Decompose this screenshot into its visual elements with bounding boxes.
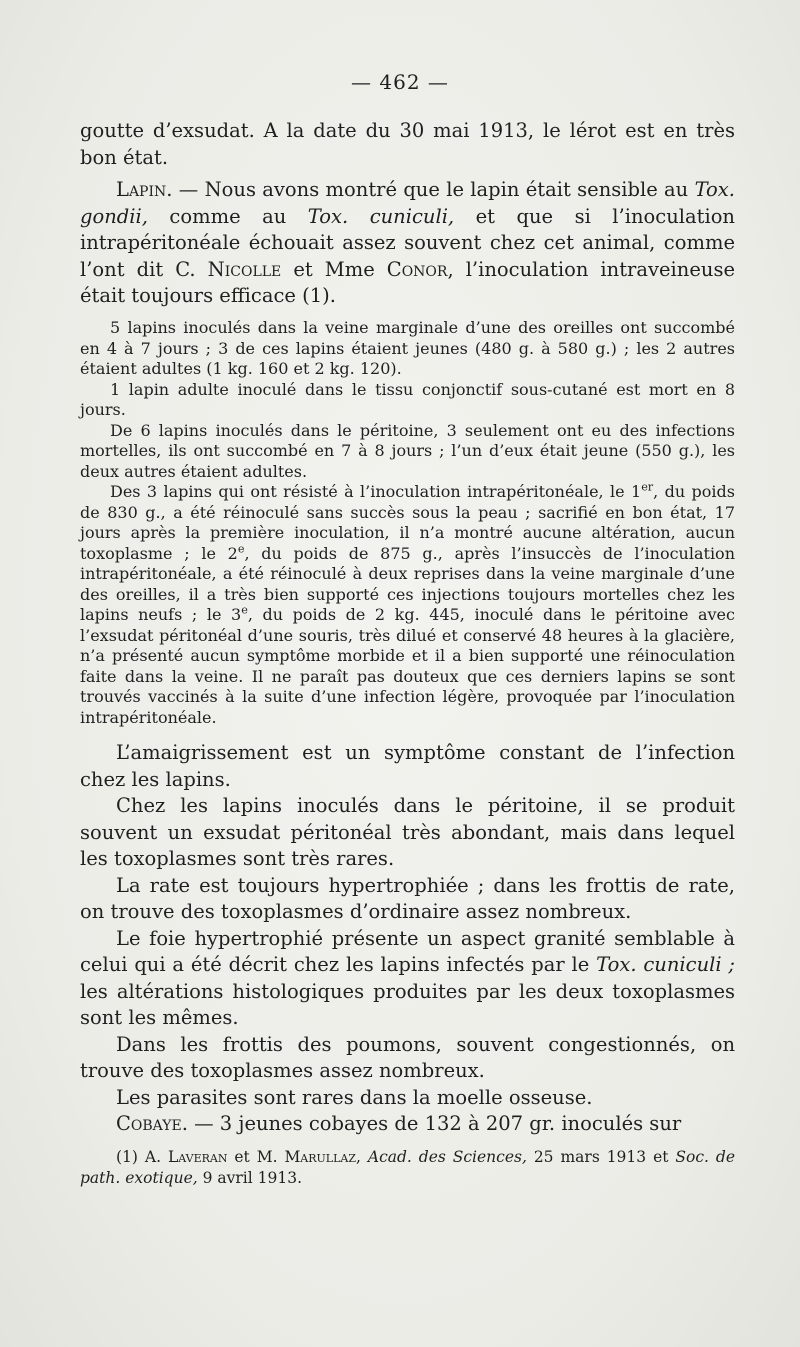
species-name: Tox. gondii,	[80, 178, 735, 228]
paragraph: Chez les lapins inoculés dans le péritoine, il se produit souvent un exsudat péritonéal très abondant, mais dans lequel les toxoplasmes sont très rares.	[80, 794, 735, 870]
author-name: Laveran	[167, 1148, 228, 1166]
text-block-bottom	[80, 740, 735, 1138]
paragraph-continuation	[80, 118, 735, 171]
paragraph-cobaye: Cobaye. — 3 jeunes cobayes de 132 à 207 gr. inoculés sur	[116, 1112, 682, 1135]
paragraph: La rate est toujours hypertrophiée ; dans les frottis de rate, on trouve des toxoplasmes d’ordinaire assez nombreux.	[80, 873, 735, 923]
paragraph-text: goutte d’exsudat. A la date du 30 mai 1913, le lérot est en très bon état.	[80, 119, 735, 169]
small-paragraph: De 6 lapins inoculés dans le péritoine, 3 seulement ont eu des infections mortelles, ils ont succombé en 7 à 8 jours ; l’un d’eux était jeune (550 g.), les deux autres étaient adultes.	[80, 420, 735, 481]
footnote: (1) A. Laveran et M. Marullaz, Acad. des Sciences, 25 mars 1913 et Soc. de path. exotique, 9 avril 1913.	[80, 1148, 735, 1187]
paragraph: Le foie hypertrophié présente un aspect granité semblable à celui qui a été décrit chez les lapins infectés par le Tox. cuniculi ; les altérations histologiques produites par les deux toxoplasmes sont les mêmes.	[80, 926, 736, 1029]
author-name: Nicolle	[207, 257, 282, 281]
section-heading-lapin: Lapin.	[116, 178, 173, 201]
small-paragraph: 1 lapin adulte inoculé dans le tissu conjonctif sous-cutané est mort en 8 jours.	[80, 379, 735, 419]
text-block-top	[80, 118, 735, 310]
paragraph-lapin: Lapin. — Nous avons montré que le lapin était sensible au Tox. gondii, comme au Tox. cuniculi, et que si l’inoculation intrapéritonéale échouait assez souvent chez cet animal, comme l’ont dit C. Nicolle et Mme Conor, l’inoculation intraveineuse était toujours efficace (1).	[80, 178, 735, 307]
section-heading-cobaye: Cobaye.	[116, 1112, 188, 1135]
paragraph: Dans les frottis des poumons, souvent congestionnés, on trouve des toxoplasmes assez nombreux.	[80, 1032, 735, 1082]
journal-reference: Soc. de path. exotique,	[80, 1148, 735, 1187]
small-print-block	[80, 318, 735, 728]
page-number: — 462 —	[351, 70, 449, 94]
author-name: Conor	[386, 257, 448, 281]
species-name: Tox. cuniculi,	[307, 204, 455, 228]
species-name: Tox. cuniculi ;	[596, 953, 736, 976]
journal-reference: Acad. des Sciences,	[367, 1148, 527, 1166]
author-name: Marullaz	[284, 1148, 357, 1166]
small-paragraph: 5 lapins inoculés dans la veine marginale d’une des oreilles ont succombé en 4 à 7 jours ; 3 de ces lapins étaient jeunes (480 g. à 580 g.) ; les 2 autres étaient adultes (1 kg. 160 et 2 kg. 120).	[80, 318, 735, 378]
small-paragraph: Des 3 lapins qui ont résisté à l’inoculation intrapéritonéale, le 1er, du poids de 830 g., a été réinoculé sans succès sous la peau ; sacrifié en bon état, 17 jours après la première inoculation, il n’a montré aucune altération, aucun toxoplasme ; le 2e, du poids de 875 g., après l’insuccès de l’inoculation intrapéritonéale, a été réinoculé à deux reprises dans la veine marginale d’une des oreilles, il a très bien supporté ces injections toujours mortelles chez les lapins neufs ; le 3e, du poids de 2 kg. 445, inoculé dans le péritoine avec l’exsudat péritonéal d’une souris, très dilué et conservé 48 heures à la glacière, n’a présenté aucun symptôme morbide et il a bien supporté une réinoculation faite dans la veine. Il ne paraît pas douteux que ces derniers lapins se sont trouvés vaccinés à la suite d’une infection légère, provoquée par l’inoculation intrapéritonéale.	[80, 480, 736, 727]
paragraph: Les parasites sont rares dans la moelle osseuse.	[116, 1085, 593, 1109]
paragraph: L’amaigrissement est un symptôme constant de l’infection chez les lapins.	[80, 741, 735, 791]
